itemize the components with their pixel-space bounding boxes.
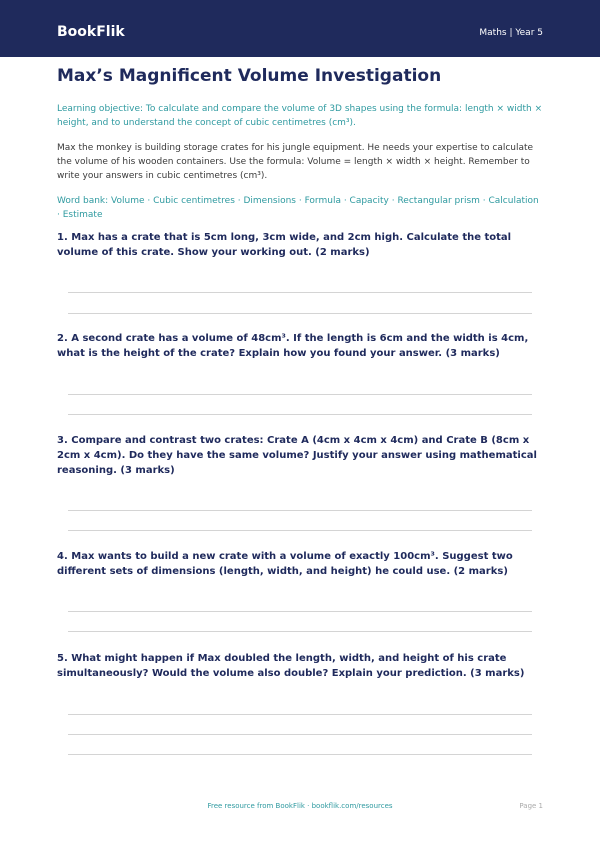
question-4-text: 4. Max wants to build a new crate with a volume of exactly 100cm³. Suggest two different sets of dimensions (length, width, and height) he could use. (2 marks): [57, 551, 513, 577]
learning-objective: Learning objective: To calculate and compare the volume of 3D shapes using the formula: length × width × height, and to understand the concept of cubic centimetres (cm³).: [57, 104, 543, 128]
answer-line[interactable]: [68, 313, 532, 314]
answer-line[interactable]: [68, 394, 532, 395]
answer-line[interactable]: [68, 292, 532, 293]
question-1: [57, 230, 544, 260]
subject-year-label: Maths | Year 5: [479, 28, 543, 38]
footer-credit: Free resource from BookFlik · bookflik.com/resources: [207, 802, 393, 810]
answer-line[interactable]: [68, 611, 532, 612]
answer-line[interactable]: [68, 714, 532, 715]
question-3-text: 3. Compare and contrast two crates: Crate A (4cm x 4cm x 4cm) and Crate B (8cm x 2cm x 4cm). Do they have the same volume? Justify your answer using mathematical reasoning. (3 marks): [57, 435, 537, 476]
worksheet-title: Max’s Magnificent Volume Investigation: [57, 66, 442, 86]
question-1-text: 1. Max has a crate that is 5cm long, 3cm wide, and 2cm high. Calculate the total volume of this crate. Show your working out. (2 marks): [57, 232, 512, 258]
answer-line[interactable]: [68, 414, 532, 415]
page-number: Page 1: [519, 802, 543, 810]
word-bank: Word bank: Volume · Cubic centimetres · Dimensions · Formula · Capacity · Rectangular prism · Calculation · Estimate: [57, 196, 539, 220]
worksheet-intro: [57, 64, 544, 222]
page-header: [0, 0, 600, 57]
question-5-text: 5. What might happen if Max doubled the length, width, and height of his crate simultaneously? Would the volume also double? Explain your prediction. (3 marks): [57, 653, 525, 679]
answer-line[interactable]: [68, 510, 532, 511]
answer-line[interactable]: [68, 754, 532, 755]
answer-line[interactable]: [68, 530, 532, 531]
question-3: [57, 433, 544, 478]
question-5: [57, 651, 544, 681]
question-4: [57, 549, 544, 579]
question-2: [57, 331, 544, 361]
answer-line[interactable]: [68, 734, 532, 735]
question-2-text: 2. A second crate has a volume of 48cm³. If the length is 6cm and the width is 4cm, what is the height of the crate? Explain how you found your answer. (3 marks): [57, 333, 529, 359]
brand-logo-text: BookFlik: [57, 24, 125, 40]
intro-paragraph: Max the monkey is building storage crates for his jungle equipment. He needs your expertise to calculate the volume of his wooden containers. Use the formula: Volume = length × width × height. Remember to write your answers in cubic centimetres (cm³).: [57, 143, 534, 181]
answer-line[interactable]: [68, 631, 532, 632]
